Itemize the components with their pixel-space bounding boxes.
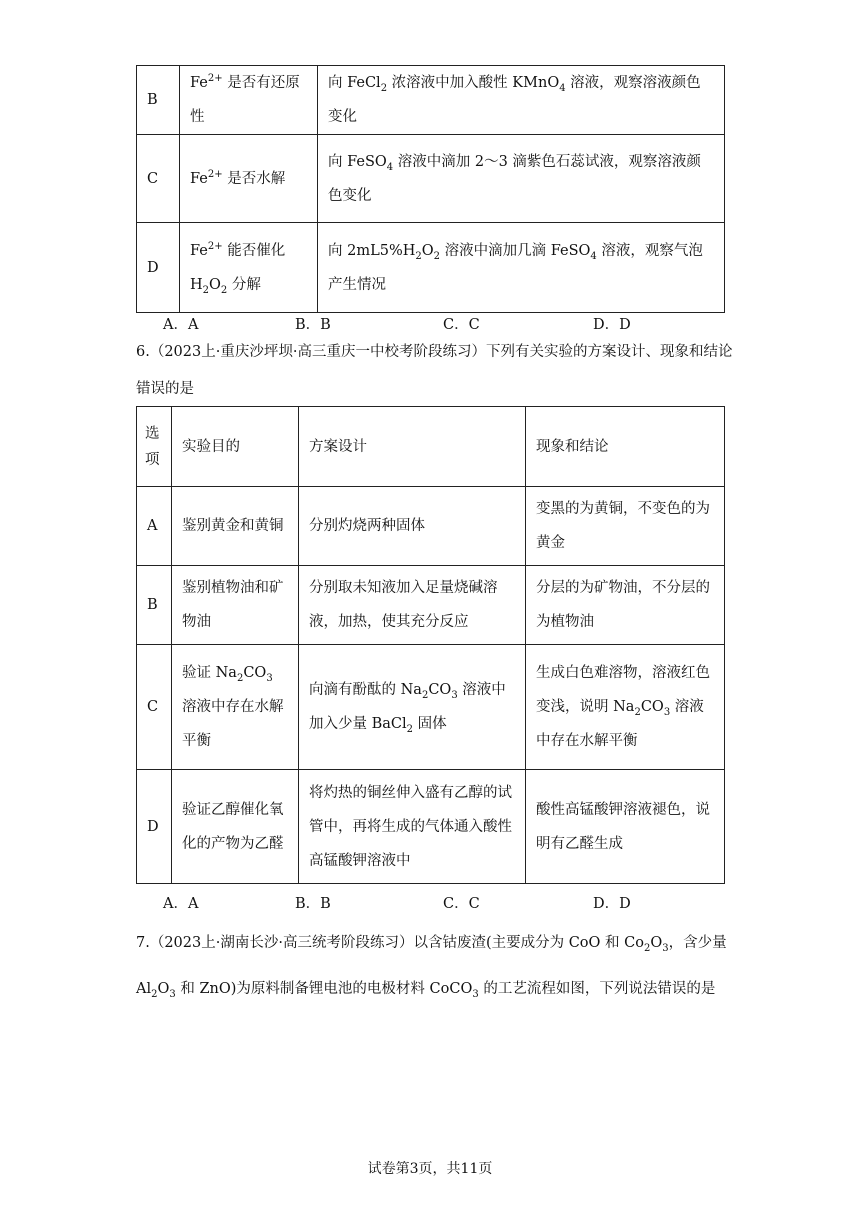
- option-c[interactable]: C．C: [443, 896, 480, 912]
- table-header-row: [137, 407, 725, 487]
- option-d[interactable]: D．D: [593, 317, 631, 333]
- design-cell: 分别取未知液加入足量烧碱溶液，加热，使其充分反应: [299, 566, 526, 645]
- table-row: [137, 223, 725, 313]
- option-cell: A: [137, 487, 172, 566]
- table-row: [137, 487, 725, 566]
- result-cell: 生成白色难溶物，溶液红色变浅，说明 $Na_2CO_3$ 溶液中存在水解平衡: [526, 645, 725, 770]
- design-cell: 向滴有酚酞的 $Na_2CO_3$ 溶液中加入少量 BaCl$_2$ 固体: [299, 645, 526, 770]
- result-cell: 分层的为矿物油，不分层的为植物油: [526, 566, 725, 645]
- answer-options: [163, 313, 663, 333]
- option-b[interactable]: B．B: [295, 317, 331, 333]
- option-cell: C: [137, 135, 180, 223]
- option-a[interactable]: A．A: [163, 896, 199, 912]
- table-row: [137, 66, 725, 135]
- design-cell: 将灼热的铜丝伸入盛有乙醇的试管中，再将生成的气体通入酸性高锰酸钾溶液中: [299, 770, 526, 884]
- table-row: [137, 566, 725, 645]
- page-footer: 试卷第3页，共11页: [367, 1161, 493, 1177]
- option-a[interactable]: A．A: [163, 317, 199, 333]
- purpose-cell: $Fe^{2+}$ 能否催化 $H_2O_2$ 分解: [180, 223, 318, 313]
- option-cell: D: [137, 770, 172, 884]
- result-cell: 酸性高锰酸钾溶液褪色，说明有乙醛生成: [526, 770, 725, 884]
- design-cell: 向 $2mL5\%H_2O_2$ 溶液中滴加几滴 FeSO$_4$ 溶液，观察气泡产生情况: [318, 223, 725, 313]
- option-cell: D: [137, 223, 180, 313]
- header-result: 现象和结论: [526, 407, 725, 487]
- purpose-cell: 验证 $Na_2CO_3$ 溶液中存在水解平衡: [172, 645, 299, 770]
- option-cell: C: [137, 645, 172, 770]
- option-c[interactable]: C．C: [443, 317, 480, 333]
- option-cell: B: [137, 66, 180, 135]
- option-cell: B: [137, 566, 172, 645]
- header-design: 方案设计: [299, 407, 526, 487]
- answer-options: [163, 892, 663, 912]
- result-cell: 变黑的为黄铜，不变色的为黄金: [526, 487, 725, 566]
- purpose-cell: $Fe^{2+}$ 是否水解: [180, 135, 318, 223]
- table-row: [137, 135, 725, 223]
- table-row: [137, 770, 725, 884]
- table-row: [137, 645, 725, 770]
- question6-table: [136, 406, 725, 884]
- option-b[interactable]: B．B: [295, 896, 331, 912]
- purpose-cell: 验证乙醇催化氧化的产物为乙醛: [172, 770, 299, 884]
- header-purpose: 实验目的: [172, 407, 299, 487]
- question6-stem: 6.（2023上·重庆沙坪坝·高三重庆一中校考阶段练习）下列有关实验的方案设计、现象和结论错误的是: [136, 344, 733, 397]
- purpose-cell: 鉴别黄金和黄铜: [172, 487, 299, 566]
- purpose-cell: 鉴别植物油和矿物油: [172, 566, 299, 645]
- option-d[interactable]: D．D: [593, 896, 631, 912]
- question5-table: [136, 65, 725, 313]
- header-option: 选 项: [137, 407, 172, 487]
- purpose-cell: $Fe^{2+}$ 是否有还原性: [180, 66, 318, 135]
- design-cell: 分别灼烧两种固体: [299, 487, 526, 566]
- design-cell: 向 FeCl$_2$ 浓溶液中加入酸性 KMnO$_4$ 溶液，观察溶液颜色变化: [318, 66, 725, 135]
- question7-stem: 7.（2023上·湖南长沙·高三统考阶段练习）以含钴废渣(主要成分为 CoO 和 $Co_2O_3$，含少量 $Al_2O_3$ 和 ZnO)为原料制备锂电池的电极材料 CoCO$_3$ 的工艺流程如图，下列说法错误的是: [136, 935, 727, 1000]
- design-cell: 向 FeSO$_4$ 溶液中滴加 2～3 滴紫色石蕊试液，观察溶液颜色变化: [318, 135, 725, 223]
